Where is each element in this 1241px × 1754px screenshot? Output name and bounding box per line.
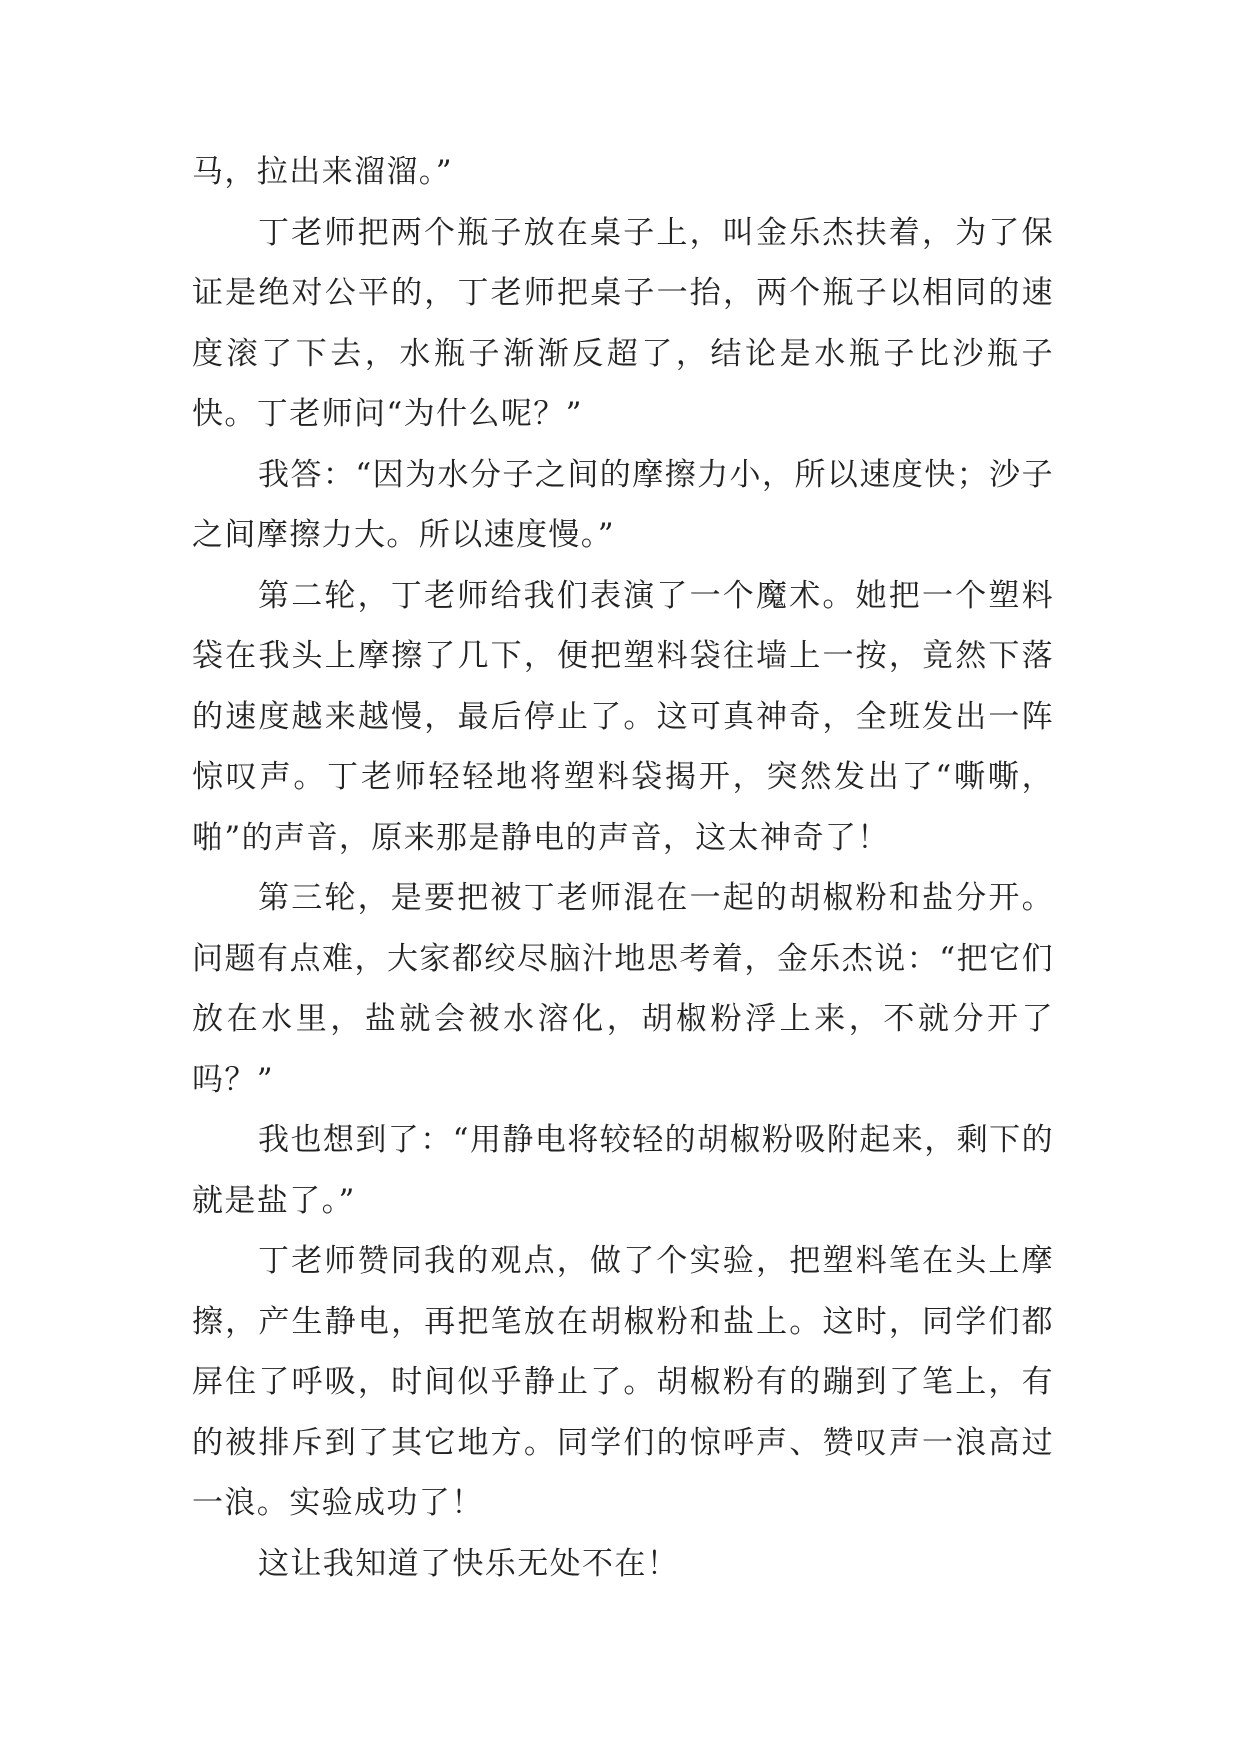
paragraph: 丁老师赞同我的观点，做了个实验，把塑料笔在头上摩擦，产生静电，再把笔放在胡椒粉和盐上。这时，同学们都屏住了呼吸，时间似乎静止了。胡椒粉有的蹦到了笔上，有的被排斥到了其它地方。同学们的惊呼声、赞叹声一浪高过一浪。实验成功了！: [192, 1243, 1054, 1521]
paragraph: 马，拉出来溜溜。”: [192, 154, 453, 190]
paragraph: 第二轮，丁老师给我们表演了一个魔术。她把一个塑料袋在我头上摩擦了几下，便把塑料袋往墙上一按，竟然下落的速度越来越慢，最后停止了。这可真神奇，全班发出一阵惊叹声。丁老师轻轻地将塑料袋揭开，突然发出了“嘶嘶，啪”的声音，原来那是静电的声音，这太神奇了！: [192, 577, 1054, 856]
paragraph: 这让我知道了快乐无处不在！: [258, 1545, 680, 1582]
body-text: [192, 142, 1054, 1594]
paragraph: 第三轮，是要把被丁老师混在一起的胡椒粉和盐分开。问题有点难，大家都绞尽脑汁地思考着，金乐杰说：“把它们放在水里，盐就会被水溶化，胡椒粉浮上来，不就分开了吗？”: [192, 880, 1054, 1098]
paragraph: 丁老师把两个瓶子放在桌子上，叫金乐杰扶着，为了保证是绝对公平的，丁老师把桌子一抬，两个瓶子以相同的速度滚了下去，水瓶子渐渐反超了，结论是水瓶子比沙瓶子快。丁老师问“为什么呢？”: [192, 214, 1054, 432]
paragraph: 我答：“因为水分子之间的摩擦力小，所以速度快；沙子之间摩擦力大。所以速度慢。”: [192, 456, 1054, 553]
paragraph: 我也想到了：“用静电将较轻的胡椒粉吸附起来，剩下的就是盐了。”: [192, 1122, 1054, 1219]
